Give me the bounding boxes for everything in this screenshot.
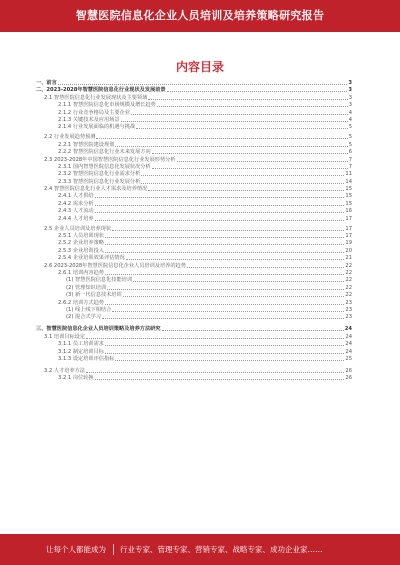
toc-entry-label: 2.3 2023-2028年中国智慧医院信息化行业发展形势分析 — [44, 156, 176, 163]
toc-entry[interactable] — [36, 201, 352, 207]
toc-leader-dots — [126, 258, 345, 260]
toc-entry-page: 21 — [345, 255, 352, 262]
toc-entry-page: 22 — [345, 269, 352, 276]
toc-entry[interactable] — [36, 270, 352, 276]
toc-entry[interactable] — [36, 349, 352, 355]
toc-entry-page: 3 — [348, 102, 352, 109]
toc-entry-label: 2.1.1 智慧医院信息化市场规模及增长趋势 — [58, 102, 156, 109]
toc-entry[interactable] — [36, 179, 352, 185]
toc-leader-dots — [123, 295, 345, 297]
footer-divider — [113, 544, 114, 555]
toc-entry-label: (1) 线上线下相结合 — [66, 306, 112, 313]
toc-entry-page: 22 — [345, 284, 352, 291]
toc-entry[interactable] — [36, 134, 352, 140]
toc-entry[interactable] — [36, 255, 352, 261]
toc-leader-dots — [136, 127, 348, 129]
toc-leader-dots — [102, 317, 344, 319]
toc-entry-label: 3.1.2 制定培训目标 — [58, 348, 104, 355]
toc-entry[interactable] — [36, 208, 352, 214]
toc-entry-label: 2.4.4 人才培养 — [58, 215, 94, 222]
toc-leader-dots — [152, 152, 348, 154]
toc-entry-label: 2.6.1 培训内容趋势 — [58, 269, 104, 276]
toc-leader-dots — [105, 273, 344, 275]
toc-entry-page: 5 — [348, 124, 352, 131]
toc-leader-dots — [105, 243, 344, 245]
toc-entry-label: 2.4.1 人才供给 — [58, 193, 94, 200]
toc-entry-page: 3 — [348, 80, 352, 86]
toc-entry-label: 3.1.1 员工培训需求 — [58, 341, 104, 348]
toc-entry-label: 2.5.2 企业培养策略 — [58, 240, 104, 247]
toc-entry-label: (1) 智慧医院信息化技能培训 — [66, 277, 133, 284]
toc-entry-label: 2.1.4 行业发展面临的机遇与挑战 — [58, 124, 136, 131]
toc-entry-label: (2) 管理知识培训 — [66, 284, 107, 291]
toc-entry[interactable] — [36, 341, 352, 347]
table-of-contents — [36, 80, 352, 381]
toc-entry-page: 17 — [345, 233, 352, 240]
toc-leader-dots — [86, 371, 344, 373]
toc-entry-page: 17 — [345, 225, 352, 232]
toc-leader-dots — [131, 113, 348, 115]
toc-entry-label: 2.2 行业发展趋势预测 — [44, 134, 96, 141]
toc-entry-page: 15 — [345, 186, 352, 193]
toc-entry-label: 2.1 智慧医院信息化行业发展现状及主要领域 — [44, 94, 148, 101]
toc-entry-page: 7 — [348, 163, 352, 170]
toc-entry[interactable] — [36, 80, 352, 86]
toc-entry-page: 11 — [345, 171, 352, 178]
toc-entry-label: 2.4.2 需求分析 — [58, 200, 94, 207]
toc-entry-page: 23 — [345, 299, 352, 306]
toc-entry-label: (3) 新一代信息技术培训 — [66, 292, 122, 299]
toc-entry[interactable] — [36, 356, 352, 362]
toc-entry-page: 7 — [348, 156, 352, 163]
toc-leader-dots — [148, 98, 347, 100]
toc-entry-label: 3.1 培训目标设定 — [44, 333, 86, 340]
toc-entry-label: 2.5.1 人员培训现状 — [58, 233, 104, 240]
toc-entry[interactable] — [36, 307, 352, 313]
toc-leader-dots — [96, 137, 347, 139]
toc-entry[interactable] — [36, 149, 352, 155]
toc-entry[interactable] — [36, 334, 352, 340]
toc-entry-label: 3.2 人才培养方法 — [44, 367, 86, 374]
toc-leader-dots — [105, 344, 344, 346]
toc-entry[interactable] — [36, 171, 352, 177]
toc-entry-page: 14 — [345, 178, 352, 185]
toc-entry-label: 2.2.1 智慧医院建设规划 — [58, 141, 115, 148]
toc-entry[interactable] — [36, 368, 352, 374]
toc-entry-page: 25 — [345, 355, 352, 362]
toc-leader-dots — [115, 145, 347, 147]
toc-entry-label: 2.5.4 企业培训效果评估情况 — [58, 255, 125, 262]
toc-leader-dots — [95, 378, 345, 380]
toc-entry-label: 二、2023-2028年智慧医院信息化行业现状及发展前景 — [36, 87, 166, 94]
toc-entry[interactable] — [36, 186, 352, 192]
footer-slogan-left: 让每个人都能成为 — [46, 545, 106, 554]
toc-entry-label: 2.3.3 智慧医院信息化行业发展分析 — [58, 178, 141, 185]
toc-entry[interactable] — [36, 277, 352, 283]
toc-leader-dots — [187, 266, 344, 268]
footer-slogan-right: 行业专家、管理专家、营销专家、战略专家、成功企业家…… — [120, 545, 323, 554]
toc-leader-dots — [105, 251, 344, 253]
toc-entry[interactable] — [36, 326, 352, 332]
toc-entry-label: 2.5 企业人员培训及培养现状 — [44, 225, 111, 232]
toc-entry-page: 15 — [345, 193, 352, 200]
toc-leader-dots — [141, 182, 344, 184]
toc-entry-page: 6 — [348, 149, 352, 156]
toc-leader-dots — [112, 229, 344, 231]
toc-leader-dots — [177, 160, 348, 162]
toc-entry[interactable] — [36, 164, 352, 170]
toc-entry-label: 2.3.2 智慧医院信息化行业需求分析 — [58, 171, 141, 178]
toc-entry-page: 23 — [345, 306, 352, 313]
toc-leader-dots — [107, 288, 344, 290]
toc-leader-dots — [105, 352, 344, 354]
toc-entry[interactable] — [36, 110, 352, 116]
toc-entry[interactable] — [36, 157, 352, 163]
toc-entry-page: 4 — [348, 116, 352, 123]
toc-entry-label: 3.1.3 设定培训评估指标 — [58, 355, 115, 362]
toc-leader-dots — [95, 196, 345, 198]
report-title: 智慧医院信息化企业人员培训及培养策略研究报告 — [75, 9, 325, 22]
toc-entry-page: 15 — [345, 200, 352, 207]
toc-leader-dots — [148, 189, 344, 191]
toc-entry[interactable] — [36, 87, 352, 93]
toc-entry-label: 2.1.2 行业竞争格局及主要企业 — [58, 109, 130, 116]
toc-entry-page: 17 — [345, 215, 352, 222]
toc-leader-dots — [157, 105, 348, 107]
toc-entry[interactable] — [36, 240, 352, 246]
toc-entry-page: 16 — [345, 208, 352, 215]
toc-leader-dots — [141, 174, 344, 176]
toc-entry-label: 2.2.2 智慧医院信息化行业未来发展方向 — [58, 149, 151, 156]
toc-entry[interactable] — [36, 375, 352, 381]
toc-entry-label: 2.5.3 企业培训投入 — [58, 247, 104, 254]
toc-entry-page: 24 — [344, 326, 352, 333]
toc-leader-dots — [112, 310, 344, 312]
toc-leader-dots — [162, 329, 344, 331]
toc-entry[interactable] — [36, 124, 352, 130]
toc-entry[interactable] — [36, 248, 352, 254]
toc-leader-dots — [121, 120, 348, 122]
toc-entry[interactable] — [36, 95, 352, 101]
toc-leader-dots — [115, 359, 344, 361]
toc-entry-label: 2.3.1 国内智慧医院信息化发展状况分析 — [58, 163, 151, 170]
toc-entry[interactable] — [36, 102, 352, 108]
toc-entry-label: 2.6.2 培训方式趋势 — [58, 299, 104, 306]
toc-entry-page: 22 — [345, 262, 352, 269]
toc-entry-page: 3 — [348, 87, 352, 94]
toc-entry[interactable] — [36, 314, 352, 320]
toc-entry-page: 23 — [345, 314, 352, 321]
toc-entry-label: 2.6 2023-2028年智慧医院信息化企业人员培训及培养的趋势 — [44, 262, 186, 269]
toc-entry[interactable] — [36, 142, 352, 148]
toc-entry-page: 3 — [348, 94, 352, 101]
toc-entry[interactable] — [36, 226, 352, 232]
toc-entry[interactable] — [36, 117, 352, 123]
header-bar — [0, 0, 400, 32]
toc-leader-dots — [95, 211, 345, 213]
toc-entry[interactable] — [36, 292, 352, 298]
toc-heading: 内容目录 — [175, 60, 224, 74]
toc-entry-label: 2.4 智慧医院信息化行业人才需求及培养情况 — [44, 186, 148, 193]
toc-leader-dots — [105, 236, 344, 238]
toc-entry-page: 24 — [345, 341, 352, 348]
toc-entry-label: (2) 混合式学习 — [66, 314, 101, 321]
toc-entry[interactable] — [36, 216, 352, 222]
toc-entry-page: 20 — [345, 247, 352, 254]
toc-leader-dots — [167, 90, 348, 92]
toc-entry-page: 4 — [348, 109, 352, 116]
toc-entry-page: 19 — [345, 240, 352, 247]
toc-leader-dots — [95, 204, 345, 206]
toc-entry-page: 5 — [348, 141, 352, 148]
toc-entry-page: 22 — [345, 277, 352, 284]
toc-entry-label: 三、智慧医院信息化企业人员培训策略及培养方法研究 — [36, 326, 161, 333]
toc-entry-label: 2.1.3 关键技术及应用场景 — [58, 116, 120, 123]
toc-leader-dots — [152, 167, 348, 169]
toc-entry-label: 3.2.1 岗位轮换 — [58, 375, 94, 382]
toc-leader-dots — [133, 280, 344, 282]
toc-entry-label: 一、前言 — [36, 80, 57, 86]
toc-entry-label: 2.4.3 人才流动 — [58, 208, 94, 215]
toc-leader-dots — [86, 337, 344, 339]
toc-entry-page: 22 — [345, 292, 352, 299]
toc-entry-page: 26 — [345, 367, 352, 374]
toc-entry[interactable] — [36, 193, 352, 199]
toc-entry[interactable] — [36, 233, 352, 239]
toc-leader-dots — [95, 219, 345, 221]
toc-leader-dots — [105, 303, 344, 305]
toc-entry[interactable] — [36, 300, 352, 306]
toc-entry-page: 26 — [345, 375, 352, 382]
toc-entry-page: 24 — [345, 348, 352, 355]
toc-entry-page: 5 — [348, 134, 352, 141]
toc-leader-dots — [58, 83, 348, 85]
footer-bar — [0, 534, 400, 565]
toc-entry[interactable] — [36, 285, 352, 291]
toc-entry[interactable] — [36, 263, 352, 269]
toc-entry-page: 24 — [345, 333, 352, 340]
